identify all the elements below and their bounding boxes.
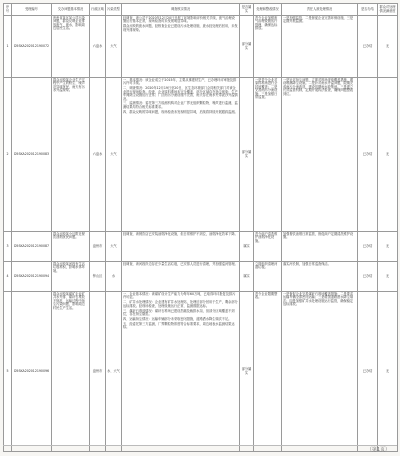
row-issue: 群众反映某煤矿企业矿井水外排、煤矸石堆放不规范、运输过程中扬尘污染问题，影响周边村民生产生活。 (52, 292, 90, 452)
header-issue: 交办问题基本情况 (52, 4, 90, 16)
row-satisfaction: 无 (378, 292, 398, 452)
row-detail (122, 292, 240, 452)
row-type: 水、大气 (106, 292, 122, 452)
row-closed: 已办结 (358, 262, 378, 292)
row-handling: 责令商户清洗维护油烟净化设施。 (254, 232, 282, 262)
row-region: 盘州市 (90, 232, 106, 262)
row-closed: 已办结 (358, 292, 378, 452)
header-row (4, 4, 398, 16)
row-issue: 群众反映某小区附近餐饮油烟扰民问题。 (52, 232, 90, 262)
row-handling2: 落实河长制，加强日常巡查保洁。 (282, 262, 358, 292)
header-handling2: 责任人被处理情况 (282, 4, 358, 16)
row-detail (122, 262, 240, 292)
row-satisfaction: 无 (378, 232, 398, 262)
row-handling: 一是责令企业对原料堆场进行全封闭覆盖；二是完善雨污分流设施；三是加强日常巡查。 (254, 78, 282, 232)
detail-paragraph: 三、煤矸石堆放情况：煤矸石堆场已建设挡墙及截排水沟，但部分区域覆盖不到位，存在扬尘隐患。 (123, 308, 235, 317)
detail-paragraph: 四、运输扬尘情况：运输车辆部分未采取密闭措施，道路洒水降尘频次不足。 (123, 316, 232, 321)
header-satisfaction: 群众对处理情况满意度 (378, 4, 398, 16)
row-handling: 立即组织清理河道垃圾。 (254, 262, 282, 292)
header-no: 序号 (4, 4, 12, 16)
header-detail: 调查核实情况 (122, 4, 240, 16)
row-verified: 属实 (240, 232, 254, 262)
row-verified: 部分属实 (240, 78, 254, 232)
row-detail (122, 78, 240, 232)
row-type: 大气 (106, 232, 122, 262)
detail-paragraph: 群众反映的废水问题，经核查企业已建设污水处理设施，废水经处理后回用，未发现外排现象。 (123, 24, 238, 32)
row-id: D5SKA202012190072 (12, 16, 52, 78)
row-type: 大气 (106, 16, 122, 78)
row-handling2: 一是督促企业完善煤矸石堆场覆盖措施；二是要求运输车辆全部密闭运输；三是增加道路洒水降尘频次；四是加强矿井水处理设施运行监管，确保稳定达标排放。 (282, 292, 358, 452)
detail-paragraph: 五、经委托第三方监测，厂界颗粒物浓度符合标准要求，周边地表水监测结果达标。 (123, 321, 235, 330)
row-region: 钟山区 (90, 262, 106, 292)
row-handling: 责令企业加强废气治理设施运行管理，确保达标排放。 (254, 16, 282, 78)
footer-rule (3, 445, 397, 446)
page-number: （第1页） (366, 447, 390, 453)
row-region: 六盘水 (90, 16, 106, 78)
row-detail (122, 232, 240, 262)
detail-paragraph: 经调查，该餐饮店已安装油烟净化设施，但日常维护不到位，油烟净化效率下降。 (123, 232, 238, 236)
header-closed: 是否办结 (358, 4, 378, 16)
row-type: 水 (106, 262, 122, 292)
row-verified: 部分属实 (240, 16, 254, 78)
detail-paragraph: 四、群众反映的异味问题，现场检查未发现明显异味，后续将持续开展跟踪监测。 (123, 109, 238, 114)
row-number: 1 (4, 16, 12, 78)
row-region: 六盘水 (90, 78, 106, 232)
row-satisfaction: 无 (378, 262, 398, 292)
row-handling2: 一是加强监管，二是督促企业完善环保设施，三是定期开展监测。 (282, 16, 358, 78)
complaint-table (3, 3, 398, 452)
header-handling: 处理和整改情况 (254, 4, 282, 16)
row-satisfaction: 无 (378, 78, 398, 232)
table-row (4, 16, 398, 78)
row-closed: 已办结 (358, 78, 378, 232)
header-id: 受理编号 (12, 4, 52, 16)
row-verified: 属实 (240, 262, 254, 292)
row-handling2: 一是针对扬尘问题，立即对堆场采取覆盖措施，增设喷淋降尘设施。二是针对雨水外溢问题，限期完成雨污分流改造，建设初期雨水收集池。三是建立长效监管机制，定期开展执法检查，确保问题整改到位。 (282, 78, 358, 232)
row-handling: 责令企业限期整改。 (254, 292, 282, 452)
detail-paragraph: 经调查，该公司于2020年12月20日开展了环境影响评价相关手续，废气治理设施运行基本正常，现场检查时未发现明显异味。 (123, 16, 235, 24)
report-sheet (3, 3, 397, 445)
detail-paragraph: 二、调查情况：2020年12月19日至20日，区生态环境部门会同相关部门对该企业进行现场检查。经查，企业原料堆场未完全覆盖，部分区域存在扬尘现象；生产车间除尘设施运行正常；厂区雨污分流设施不完善，雨天存在雨水夹带泥沙外溢情况。 (123, 86, 238, 101)
row-id: D5SKA202012190083 (12, 78, 52, 232)
row-number: 4 (4, 262, 12, 292)
row-detail (122, 16, 240, 78)
detail-paragraph: 一、企业基本情况：该煤矿设计生产能力为每年60万吨，已取得环评批复及排污许可证。 (123, 292, 236, 300)
header-verified: 是否属实 (240, 4, 254, 16)
header-region: 行政区域 (90, 4, 106, 16)
row-closed: 已办结 (358, 16, 378, 78)
row-number: 2 (4, 78, 12, 232)
row-id: D5SKA202012190094 (12, 262, 52, 292)
table-row (4, 78, 398, 232)
detail-paragraph: 三、监测情况：委托第三方检测机构对企业厂界无组织颗粒物、噪声进行监测，监测结果均符合相关标准要求。 (123, 101, 238, 109)
row-issue: 贵州省某区某公司污染问题，群众反映企业排放废气、废水，影响周边居民生活。 (52, 16, 90, 78)
row-number: 5 (4, 292, 12, 452)
detail-paragraph: 二、矿井水处理情况：企业建有矿井水处理站，处理后部分回用于生产，剩余部分达标排放。经现场检查，处理设施运行正常，监测数据达标。 (123, 300, 238, 308)
row-id: D5SKA202012190087 (12, 232, 52, 262)
table-row (4, 232, 398, 262)
row-number: 3 (4, 232, 12, 262)
row-handling2: 加强餐饮油烟日常监管，督促商户定期清洗维护设施。 (282, 232, 358, 262)
table-row (4, 262, 398, 292)
header-type: 污染类型 (106, 4, 122, 16)
row-issue: 群众反映某河段有生活垃圾堆积，影响水体环境。 (52, 262, 90, 292)
row-region: 盘州市 (90, 292, 106, 452)
row-verified: 部分属实 (240, 292, 254, 452)
detail-paragraph: 经调查，该河段岸边存在少量生活垃圾，已安排人员进行清理，并加强巡河管理。 (123, 262, 238, 266)
table-row (4, 292, 398, 452)
detail-paragraph: 一、基本情况：该企业成立于2015年，主要从事建材生产，已办理环评审批及排污许可手续。 (123, 78, 237, 86)
row-id: D5SKA202012190096 (12, 292, 52, 452)
row-closed: 已办结 (358, 232, 378, 262)
row-satisfaction: 无 (378, 16, 398, 78)
row-issue: 群众反映某企业生产过程中产生的粉尘、噪声及异味扰民，雨天有污水外溢现象。 (52, 78, 90, 232)
row-type: 大气 (106, 78, 122, 232)
